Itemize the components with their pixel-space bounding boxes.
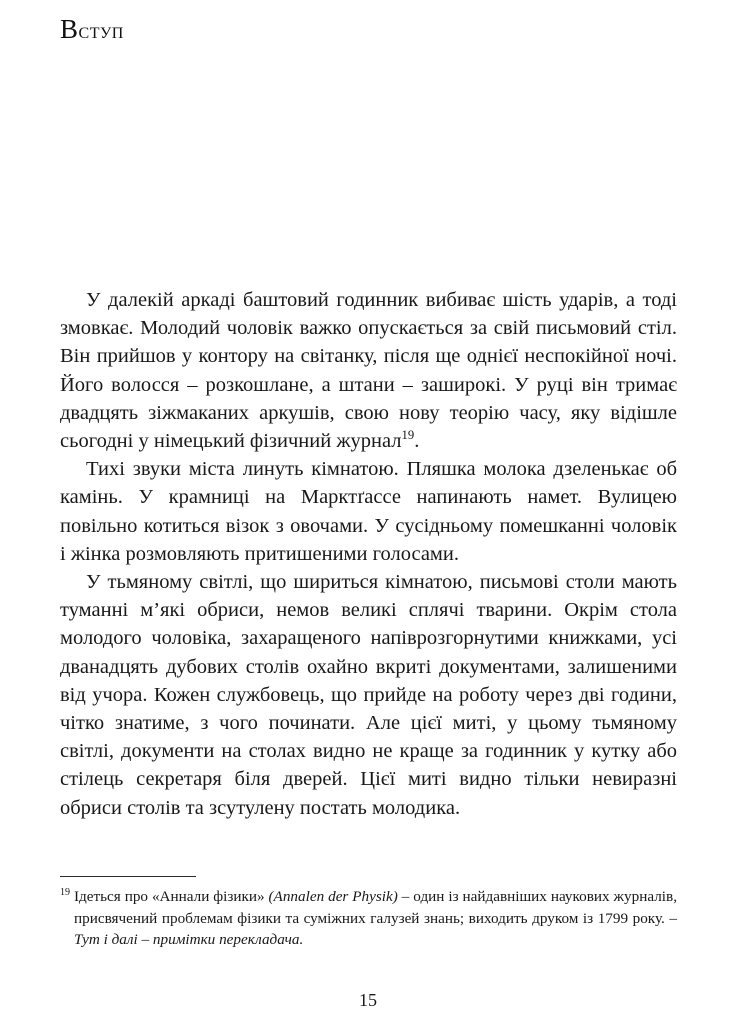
footnote-text-body: – один із найдавніших наукових журналів, присвячений проблемам фізики та суміжних галузей знань; виходить друком із 1799 року. – (74, 888, 677, 927)
footnote-journal-title: (Annalen der Physik) (268, 888, 398, 905)
body-text-block (60, 286, 677, 822)
footnote-area (60, 876, 677, 951)
page-number: 15 (359, 990, 377, 1010)
footnote-reference-marker[interactable]: 19 (401, 428, 415, 443)
footnote-entry (60, 886, 677, 951)
footnote-translator-note: Тут і далі – примітки перекладача. (74, 931, 304, 948)
footnote-number: 19 (60, 886, 71, 898)
paragraph-3: У тьмяному світлі, що шириться кімнатою, письмові столи мають туманні м’які обриси, немов великі сплячі тварини. Окрім стола молодого чоловіка, захаращеного напіврозгорнутими книжками, усі дванадцять дубових столів охайно вкриті документами, залишеними від учора. Кожен службовець, що прийде на роботу через дві години, чітко знатиме, з чого починати. Але цієї миті, у цьому тьмяному світлі, документи на столах видно не краще за годинник у кутку або стілець секретаря біля дверей. Цієї миті видно тільки невиразні обриси столів та зсутулену постать молодика. (60, 571, 677, 819)
paragraph-1-text: У далекій аркаді баштовий годинник вибиває шість ударів, а тоді змовкає. Молодий чоловік важко опускається за свій письмовий стіл. Він прийшов у контору на світанку, після ще однієї неспокійної ночі. Його волосся – розкошлане, а штани – заширокі. У руці він тримає двадцять зіжмаканих аркушів, свою нову теорію часу, яку відішле сьогодні у німецький фізичний журнал (60, 289, 677, 453)
paragraph-2: Тихі звуки міста линуть кімнатою. Пляшка молока дзеленькає об камінь. У крамниці на Марктґассе напинають намет. Вулицею повільно котиться візок з овочами. У сусідньому помешканні чоловік і жінка розмовляють притишеними голосами. (60, 458, 677, 565)
paragraph-1 (60, 286, 677, 455)
footnote-separator-rule (60, 876, 196, 877)
paragraph-1-period: . (414, 430, 420, 453)
running-head: Вступ (60, 14, 124, 44)
footnote-text-lead: Ідеться про «Аннали фізики» (73, 888, 269, 905)
